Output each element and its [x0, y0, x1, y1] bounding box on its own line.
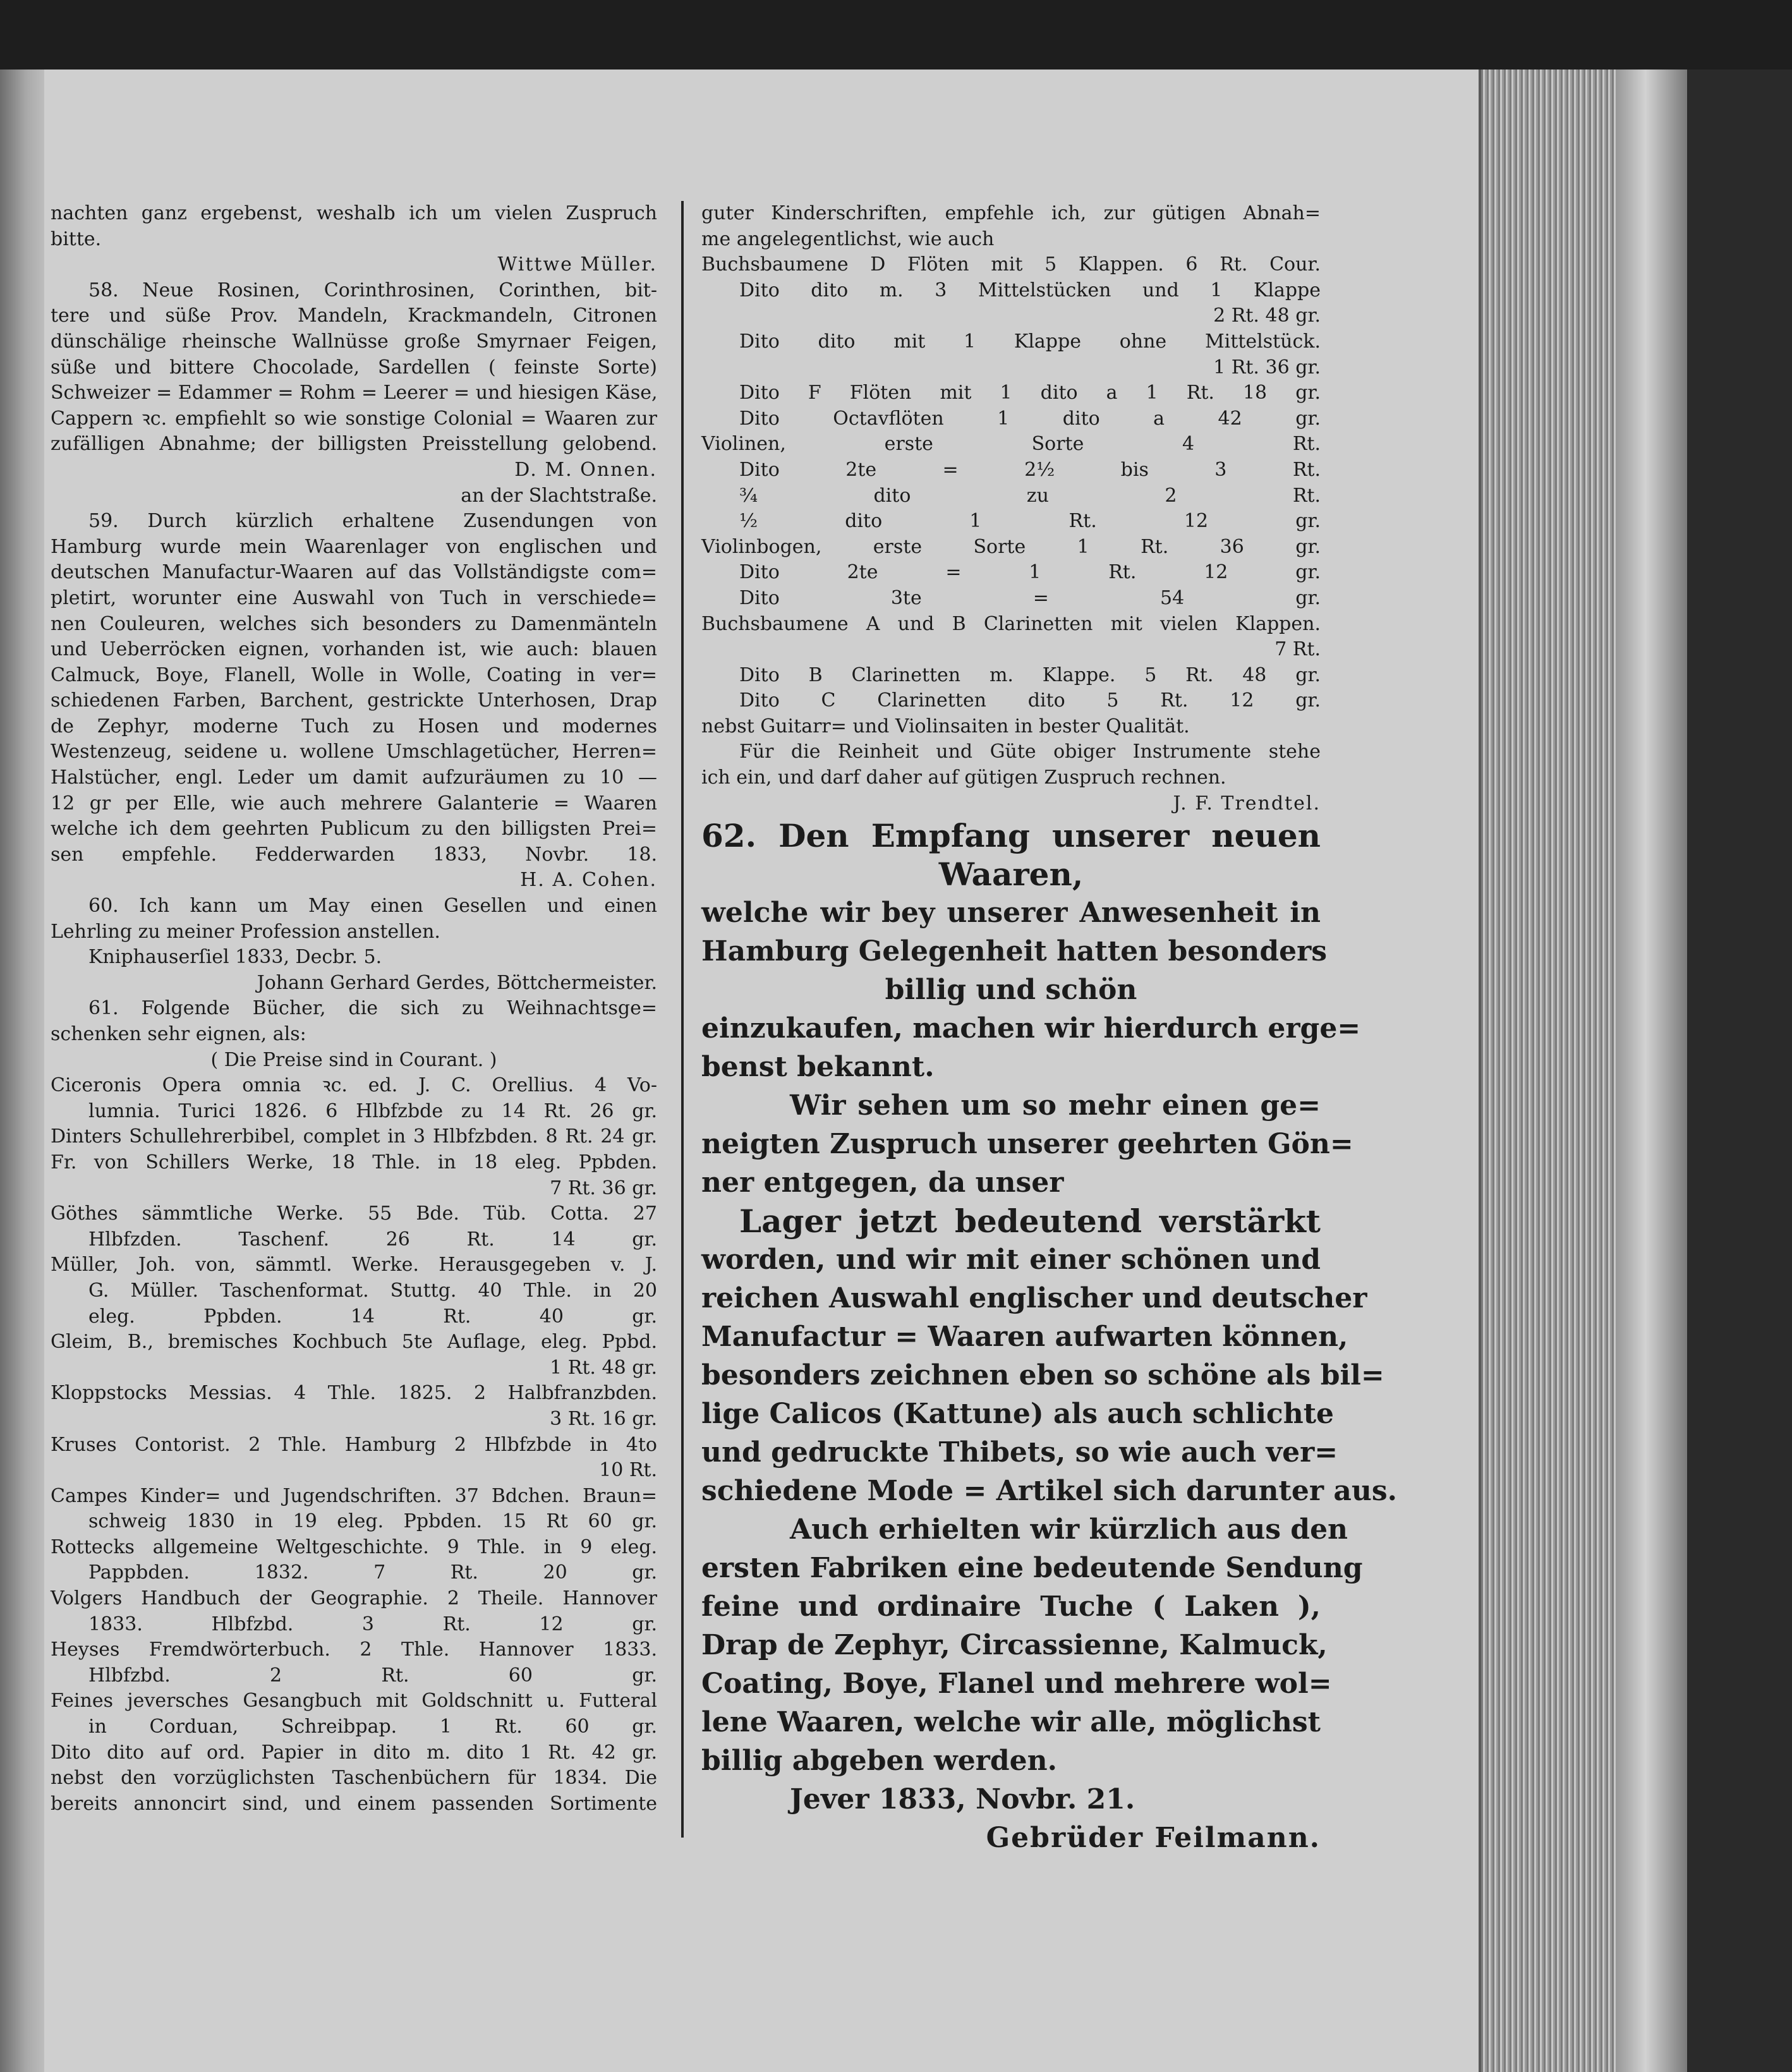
text-line: dünschälige rheinsche Wallnüsse große Smyrnaer Feigen,: [51, 330, 657, 353]
book-cover-top: [0, 0, 1792, 70]
instrument-entry: ½ dito 1 Rt. 12 gr.: [739, 510, 1321, 533]
book-entry: Fr. von Schillers Werke, 18 Thle. in 18 eleg. Ppbden.: [51, 1151, 657, 1173]
book-entry: schweig 1830 in 19 eleg. Ppbden. 15 Rt 60 gr.: [88, 1510, 657, 1533]
ad-62-line: feine und ordinaire Tuche ( Laken ),: [701, 1590, 1321, 1623]
signature-line: Wittwe Müller.: [497, 253, 657, 276]
text-line: schenken sehr eignen, als:: [51, 1023, 306, 1045]
text-line: de Zephyr, moderne Tuch zu Hosen und modernes: [51, 715, 657, 737]
book-entry: Ciceronis Opera omnia ꝛc. ed. J. C. Orellius. 4 Vo-: [51, 1074, 657, 1097]
instrument-entry: Dito Octavflöten 1 dito a 42 gr.: [739, 407, 1321, 430]
signature-line: D. M. Onnen.: [514, 458, 657, 481]
ad-62-line: worden, und wir mit einer schönen und: [701, 1244, 1321, 1276]
text-line: schiedenen Farben, Barchent, gestrickte Unterhosen, Drap: [51, 689, 657, 712]
address-line: an der Slachtstraße.: [461, 484, 657, 507]
instrument-entry: Dito F Flöten mit 1 dito a 1 Rt. 18 gr.: [739, 382, 1321, 404]
ad-62-line: neigten Zuspruch unserer geehrten Gön=: [701, 1128, 1353, 1161]
ad-62-line: benst bekannt.: [701, 1051, 935, 1084]
ad-62-place-date: Jever 1833, Novbr. 21.: [790, 1783, 1135, 1816]
ad-62-signature: Gebrüder Feilmann.: [986, 1822, 1321, 1855]
text-line: nebst den vorzüglichsten Taschenbüchern für 1834. Die: [51, 1767, 657, 1790]
book-gutter: [0, 70, 44, 2072]
ad-62-line: reichen Auswahl englischer und deutscher: [701, 1282, 1367, 1315]
ad-entry-59: 59. Durch kürzlich erhaltene Zusendungen von: [88, 510, 657, 533]
book-entry: 1833. Hlbfzbd. 3 Rt. 12 gr.: [88, 1613, 657, 1635]
text-line: me angelegentlichst, wie auch: [701, 227, 995, 250]
ad-62-line: ersten Fabriken eine bedeutende Sendung: [701, 1552, 1363, 1585]
instrument-entry: Dito 3te = 54 gr.: [739, 586, 1321, 609]
ad-entry-58: 58. Neue Rosinen, Corinthrosinen, Corinthen, bit-: [88, 279, 657, 301]
instrument-entry: Violinbogen, erste Sorte 1 Rt. 36 gr.: [701, 535, 1321, 558]
right-column: [701, 201, 1397, 1857]
signature-line: J. F. Trendtel.: [1173, 792, 1321, 815]
ad-62-line: schiedene Mode = Artikel sich darunter aus.: [701, 1475, 1397, 1508]
book-entry: lumnia. Turici 1826. 6 Hlbfzbde zu 14 Rt. 26 gr.: [88, 1100, 657, 1122]
instrument-entry: Dito dito m. 3 Mittelstücken und 1 Klappe: [739, 279, 1321, 301]
book-entry: Kruses Contorist. 2 Thle. Hamburg 2 Hlbfzbde in 4to: [51, 1433, 657, 1456]
instrument-price: 7 Rt.: [1274, 638, 1321, 661]
text-line: Halstücher, engl. Leder um damit aufzuräumen zu 10 —: [51, 766, 657, 789]
ad-62-line: Lager jetzt bedeutend verstärkt: [739, 1203, 1321, 1240]
text-line: Schweizer = Edammer = Rohm = Leerer = und hiesigen Käse,: [51, 382, 658, 404]
ad-62-line: Auch erhielten wir kürzlich aus den: [790, 1513, 1348, 1546]
book-entry: Campes Kinder= und Jugendschriften. 37 Bdchen. Braun=: [51, 1484, 657, 1507]
text-line: nachten ganz ergebenst, weshalb ich um vielen Zuspruch: [51, 202, 657, 224]
book-entry: in Corduan, Schreibpap. 1 Rt. 60 gr.: [88, 1716, 657, 1738]
text-line: Cappern ꝛc. empfiehlt so wie sonstige Colonial = Waaren zur: [51, 407, 657, 430]
book-price: 3 Rt. 16 gr.: [550, 1407, 657, 1430]
instrument-entry: ¾ dito zu 2 Rt.: [739, 484, 1321, 507]
ad-62-headline: 62. Den Empfang unserer neuen: [701, 817, 1321, 855]
book-entry: Rottecks allgemeine Weltgeschichte. 9 Thle. in 9 eleg.: [51, 1536, 657, 1558]
text-line: 12 gr per Elle, wie auch mehrere Galanterie = Waaren: [51, 792, 657, 815]
text-line: Calmuck, Boye, Flanell, Wolle in Wolle, Coating in ver=: [51, 663, 657, 686]
book-entry: Hlbfzden. Taschenf. 26 Rt. 14 gr.: [88, 1228, 657, 1251]
instrument-entry: Dito 2te = 2½ bis 3 Rt.: [739, 458, 1321, 481]
instrument-entry: Dito C Clarinetten dito 5 Rt. 12 gr.: [739, 689, 1321, 712]
book-price: 10 Rt.: [599, 1459, 657, 1482]
book-entry: Heyses Fremdwörterbuch. 2 Thle. Hannover 1833.: [51, 1639, 657, 1661]
instrument-price: 2 Rt. 48 gr.: [1213, 305, 1321, 327]
price-note: ( Die Preise sind in Courant. ): [210, 1048, 497, 1071]
text-line: welche ich dem geehrten Publicum zu den billigsten Prei=: [51, 818, 657, 840]
book-entry: Müller, Joh. von, sämmtl. Werke. Herausgegeben v. J.: [51, 1254, 657, 1276]
ad-62-line: ner entgegen, da unser: [701, 1166, 1064, 1199]
signature-line: H. A. Cohen.: [520, 869, 657, 892]
instrument-entry: Dito B Clarinetten m. Klappe. 5 Rt. 48 gr.: [739, 663, 1321, 686]
text-line: nebst Guitarr= und Violinsaiten in bester Qualität.: [701, 715, 1190, 737]
instrument-entry: Buchsbaumene A und B Clarinetten mit vielen Klappen.: [701, 612, 1321, 635]
book-price: 1 Rt. 48 gr.: [550, 1356, 657, 1379]
ad-62-line: billig und schön: [885, 974, 1137, 1007]
book-entry: Feines jeversches Gesangbuch mit Goldschnitt u. Futteral: [51, 1690, 657, 1712]
ad-62-headline: Waaren,: [938, 856, 1084, 894]
book-entry: eleg. Ppbden. 14 Rt. 40 gr.: [88, 1305, 657, 1328]
column-divider: [681, 201, 684, 1838]
text-line: bereits annoncirt sind, und einem passenden Sortimente: [51, 1792, 657, 1815]
instrument-entry: Dito 2te = 1 Rt. 12 gr.: [739, 561, 1321, 584]
book-entry: G. Müller. Taschenformat. Stuttg. 40 Thle. in 20: [88, 1279, 657, 1302]
book-entry: Dito dito auf ord. Papier in dito m. dito 1 Rt. 42 gr.: [51, 1741, 657, 1764]
book-entry: Gleim, B., bremisches Kochbuch 5te Auflage, eleg. Ppbd.: [51, 1331, 657, 1354]
book-entry: Pappbden. 1832. 7 Rt. 20 gr.: [88, 1561, 657, 1584]
ad-62-line: Hamburg Gelegenheit hatten besonders: [701, 935, 1328, 968]
book-price: 7 Rt. 36 gr.: [550, 1177, 657, 1199]
text-line: guter Kinderschriften, empfehle ich, zur gütigen Abnah=: [701, 202, 1321, 224]
ad-62-line: Manufactur = Waaren aufwarten können,: [701, 1321, 1348, 1354]
text-line: Für die Reinheit und Güte obiger Instrumente stehe: [739, 741, 1321, 763]
text-line: Westenzeug, seidene u. wollene Umschlagetücher, Herren=: [51, 741, 657, 763]
place-date-line: Kniphauserſiel 1833, Decbr. 5.: [88, 946, 382, 969]
text-line: süße und bittere Chocolade, Sardellen ( feinste Sorte): [51, 356, 657, 379]
text-line: und Ueberröcken eignen, vorhanden ist, wie auch: blauen: [51, 638, 657, 661]
instrument-entry: Dito dito mit 1 Klappe ohne Mittelstück.: [739, 330, 1321, 353]
ad-62-line: und gedruckte Thibets, so wie auch ver=: [701, 1436, 1338, 1469]
text-line: tere und süße Prov. Mandeln, Krackmandeln, Citronen: [51, 305, 657, 327]
text-line: deutschen Manufactur-Waaren auf das Vollständigste com=: [51, 561, 657, 584]
ad-62-line: Drap de Zephyr, Circassienne, Kalmuck,: [701, 1629, 1328, 1662]
instrument-price: 1 Rt. 36 gr.: [1213, 356, 1321, 379]
book-entry: Göthes sämmtliche Werke. 55 Bde. Tüb. Cotta. 27: [51, 1203, 657, 1225]
book-entry: Kloppstocks Messias. 4 Thle. 1825. 2 Halbfranzbden.: [51, 1382, 657, 1405]
ad-62-line: lene Waaren, welche wir alle, möglichst: [701, 1706, 1321, 1739]
ad-62-line: lige Calicos (Kattune) als auch schlichte: [701, 1398, 1335, 1431]
ad-62-line: Wir sehen um so mehr einen ge=: [790, 1089, 1321, 1122]
text-line: nen Couleuren, welches sich besonders zu Damenmänteln: [51, 612, 657, 635]
text-line: Lehrling zu meiner Profession anstellen.: [51, 920, 440, 943]
ad-62-line: Coating, Boye, Flanel und mehrere wol=: [701, 1668, 1332, 1700]
signature-line: Johann Gerhard Gerdes, Böttchermeister.: [257, 971, 657, 994]
ad-62-line: einzukaufen, machen wir hierdurch erge=: [701, 1012, 1361, 1045]
ad-62-line: billig abgeben werden.: [701, 1745, 1057, 1778]
left-column: [51, 201, 657, 1817]
text-line: Hamburg wurde mein Waarenlager von englischen und: [51, 535, 657, 558]
book-cover-edge: [1618, 70, 1687, 2072]
text-line: sen empfehle. Fedderwarden 1833, Novbr. 18.: [51, 843, 657, 866]
ad-entry-60: 60. Ich kann um May einen Gesellen und einen: [88, 895, 657, 918]
text-line: ich ein, und darf daher auf gütigen Zuspruch rechnen.: [701, 766, 1226, 789]
book-entry: Volgers Handbuch der Geographie. 2 Theile. Hannover: [51, 1587, 657, 1610]
ad-entry-61: 61. Folgende Bücher, die sich zu Weihnachtsge=: [88, 997, 657, 1020]
text-line: bitte.: [51, 227, 102, 250]
instrument-entry: Violinen, erste Sorte 4 Rt.: [701, 433, 1321, 456]
text-line: pletirt, worunter eine Auswahl von Tuch in verschiede=: [51, 586, 657, 609]
book-entry: Hlbfzbd. 2 Rt. 60 gr.: [88, 1664, 657, 1687]
ad-62-line: welche wir bey unserer Anwesenheit in: [701, 897, 1321, 930]
text-line: zufälligen Abnahme; der billigsten Preisstellung gelobend.: [51, 433, 657, 456]
instrument-entry: Buchsbaumene D Flöten mit 5 Klappen. 6 Rt. Cour.: [701, 253, 1321, 276]
ad-62-line: besonders zeichnen eben so schöne als bil=: [701, 1359, 1384, 1392]
book-entry: Dinters Schullehrerbibel, complet in 3 Hlbfzbden. 8 Rt. 24 gr.: [51, 1125, 657, 1148]
